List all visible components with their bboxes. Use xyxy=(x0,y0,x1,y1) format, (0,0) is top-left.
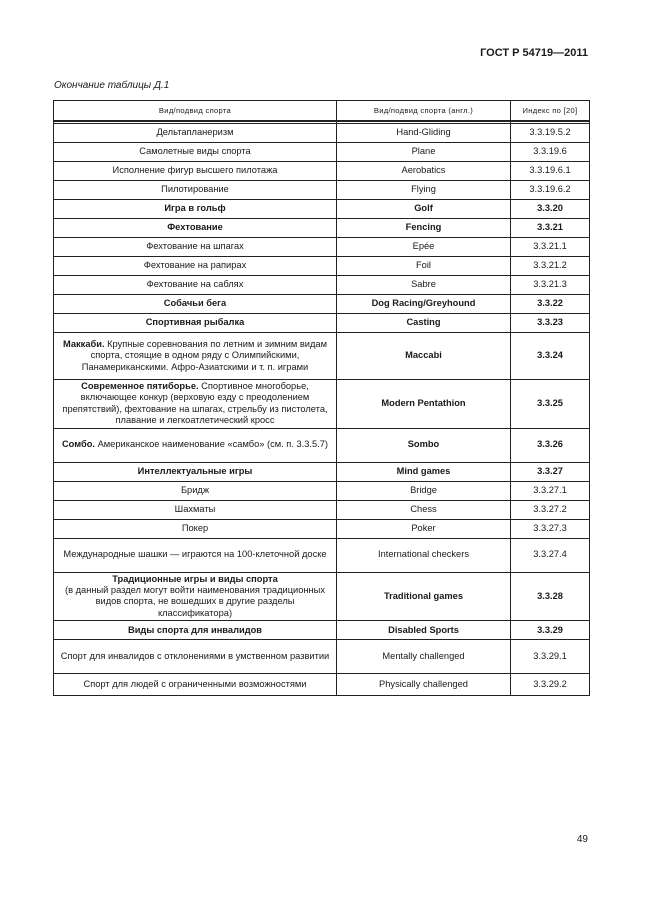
table-caption: Окончание таблицы Д.1 xyxy=(54,80,170,91)
sport-description-ru: Спортивное многоборье, включающее конкур (верховую езду с преодолением препятствий), фехтование на шпагах, стрельбу из пистолета, плавание и легкоатлетический кросс xyxy=(62,381,328,426)
sport-name-ru xyxy=(54,380,337,429)
sport-index: 3.3.19.6.1 xyxy=(511,162,590,181)
sport-name-ru xyxy=(54,143,337,162)
table-row xyxy=(54,238,590,257)
table-row xyxy=(54,572,590,621)
table-row xyxy=(54,162,590,181)
table-row xyxy=(54,276,590,295)
sport-name-ru xyxy=(54,200,337,219)
table-row xyxy=(54,200,590,219)
sport-name-en: Aerobatics xyxy=(337,162,511,181)
page-number: 49 xyxy=(576,834,588,845)
sport-name-en: Flying xyxy=(337,181,511,200)
sport-description-ru: Фехтование на саблях xyxy=(146,279,244,290)
sport-name-ru xyxy=(54,238,337,257)
sport-name-ru xyxy=(54,519,337,538)
sport-description-ru: Дельтапланеризм xyxy=(156,127,234,138)
sport-index: 3.3.24 xyxy=(511,333,590,380)
sport-index: 3.3.19.6 xyxy=(511,143,590,162)
sport-name-ru-bold: Виды спорта для инвалидов xyxy=(127,624,262,635)
sport-description-ru: Крупные соревнования по летним и зимним видам спорта, стоящие в одном ряду с Олимпийскими, Панамериканскими. Афро-Азиатскими и т. п. играми xyxy=(81,338,327,372)
sport-index: 3.3.27.4 xyxy=(511,538,590,572)
sports-table xyxy=(53,100,590,696)
sport-name-en: Bridge xyxy=(337,481,511,500)
sport-description-ru: Американское наименование «самбо» (см. п. 3.3.5.7) xyxy=(94,439,329,450)
sport-description-ru: Исполнение фигур высшего пилотажа xyxy=(112,165,278,176)
sport-name-ru xyxy=(54,276,337,295)
sport-index: 3.3.26 xyxy=(511,428,590,462)
sport-name-en: Sabre xyxy=(337,276,511,295)
table-row xyxy=(54,621,590,640)
sport-index: 3.3.29.1 xyxy=(511,640,590,674)
sport-name-en: Golf xyxy=(337,200,511,219)
sport-name-ru xyxy=(54,621,337,640)
table-row xyxy=(54,181,590,200)
table-row xyxy=(54,462,590,481)
sport-name-ru xyxy=(54,333,337,380)
table-row xyxy=(54,380,590,429)
table-row xyxy=(54,481,590,500)
sport-name-ru xyxy=(54,162,337,181)
sport-name-ru-bold: Собачьи бега xyxy=(163,298,227,309)
sport-name-en: Dog Racing/Greyhound xyxy=(337,295,511,314)
sport-index: 3.3.19.6.2 xyxy=(511,181,590,200)
sport-name-ru-bold: Сомбо. xyxy=(61,439,95,450)
sport-name-ru xyxy=(54,428,337,462)
sport-index: 3.3.27.2 xyxy=(511,500,590,519)
sport-name-ru-bold: Фехтование xyxy=(167,222,223,233)
sport-name-en: Maccabi xyxy=(337,333,511,380)
sport-name-ru-bold: Игра в гольф xyxy=(164,203,226,214)
sport-name-ru xyxy=(54,314,337,333)
sport-name-en: Fencing xyxy=(337,219,511,238)
sport-description-ru: Фехтование на рапирах xyxy=(143,260,247,271)
column-header: Индекс по [20] xyxy=(511,101,590,122)
sport-index: 3.3.27.1 xyxy=(511,481,590,500)
column-header: Вид/подвид спорта (англ.) xyxy=(337,101,511,122)
sport-description-ru: Покер xyxy=(181,522,209,533)
sport-name-ru xyxy=(54,124,337,143)
sport-name-en: Chess xyxy=(337,500,511,519)
table-row xyxy=(54,538,590,572)
table-row xyxy=(54,143,590,162)
sport-index: 3.3.21 xyxy=(511,219,590,238)
table-row xyxy=(54,500,590,519)
sport-name-ru-bold: Традиционные игры и виды спорта xyxy=(112,573,278,584)
sport-name-ru xyxy=(54,481,337,500)
sport-name-ru xyxy=(54,640,337,674)
document-code: ГОСТ Р 54719—2011 xyxy=(480,47,588,59)
table-row xyxy=(54,674,590,696)
sport-name-en: Traditional games xyxy=(337,572,511,621)
sport-index: 3.3.19.5.2 xyxy=(511,124,590,143)
table-row xyxy=(54,257,590,276)
table-row xyxy=(54,219,590,238)
sport-index: 3.3.29.2 xyxy=(511,674,590,696)
sport-name-ru-bold: Маккаби. xyxy=(62,338,105,349)
sport-index: 3.3.27.3 xyxy=(511,519,590,538)
sport-description-ru: Бридж xyxy=(180,484,210,495)
table-header-row xyxy=(54,101,590,122)
sport-name-ru xyxy=(54,538,337,572)
sport-name-en: Poker xyxy=(337,519,511,538)
sport-index: 3.3.27 xyxy=(511,462,590,481)
sport-name-ru-bold: Современное пятиборье. xyxy=(81,381,199,391)
sport-description-ru: Спорт для людей с ограниченными возможностями xyxy=(83,679,307,690)
sport-index: 3.3.21.1 xyxy=(511,238,590,257)
sport-name-ru xyxy=(54,462,337,481)
sport-name-en: Casting xyxy=(337,314,511,333)
sport-name-ru-bold: Интеллектуальные игры xyxy=(137,465,253,476)
sport-name-en: Modern Pentathion xyxy=(337,380,511,429)
sport-index: 3.3.28 xyxy=(511,572,590,621)
sport-name-ru xyxy=(54,572,337,621)
sport-index: 3.3.25 xyxy=(511,380,590,429)
sport-name-en: Physically challenged xyxy=(337,674,511,696)
sport-index: 3.3.21.2 xyxy=(511,257,590,276)
sport-description-ru: (в данный раздел могут войти наименования традиционных видов спорта, не вошедших в другие разделы классификатора) xyxy=(64,585,326,618)
column-header: Вид/подвид спорта xyxy=(54,101,337,122)
sport-name-ru xyxy=(54,500,337,519)
sport-index: 3.3.23 xyxy=(511,314,590,333)
sport-name-ru-bold: Спортивная рыбалка xyxy=(145,317,245,328)
sport-description-ru: Самолетные виды спорта xyxy=(139,146,251,157)
sport-name-ru xyxy=(54,219,337,238)
sport-name-en: Mind games xyxy=(337,462,511,481)
sport-name-en: Plane xyxy=(337,143,511,162)
sport-description-ru: Пилотирование xyxy=(161,184,229,195)
table-row xyxy=(54,295,590,314)
sport-name-en: Mentally challenged xyxy=(337,640,511,674)
sport-name-en: Hand-Gliding xyxy=(337,124,511,143)
sport-description-ru: Спорт для инвалидов с отклонениями в умственном развитии xyxy=(60,651,330,662)
sport-index: 3.3.22 xyxy=(511,295,590,314)
sport-name-ru xyxy=(54,257,337,276)
sport-description-ru: Шахматы xyxy=(174,503,216,514)
sport-description-ru: Международные шашки — играются на 100-клеточной доске xyxy=(63,549,327,560)
sport-name-ru xyxy=(54,295,337,314)
sport-name-ru xyxy=(54,181,337,200)
sport-index: 3.3.20 xyxy=(511,200,590,219)
sport-name-en: Foil xyxy=(337,257,511,276)
table-row xyxy=(54,640,590,674)
sport-name-en: Epée xyxy=(337,238,511,257)
sport-index: 3.3.29 xyxy=(511,621,590,640)
sport-name-en: International checkers xyxy=(337,538,511,572)
table-row xyxy=(54,124,590,143)
table-row xyxy=(54,519,590,538)
table-row xyxy=(54,428,590,462)
sport-name-en: Sombo xyxy=(337,428,511,462)
sport-name-en: Disabled Sports xyxy=(337,621,511,640)
sport-name-ru xyxy=(54,674,337,696)
table-row xyxy=(54,333,590,380)
sport-description-ru: Фехтование на шпагах xyxy=(146,241,244,252)
table-row xyxy=(54,314,590,333)
sport-index: 3.3.21.3 xyxy=(511,276,590,295)
